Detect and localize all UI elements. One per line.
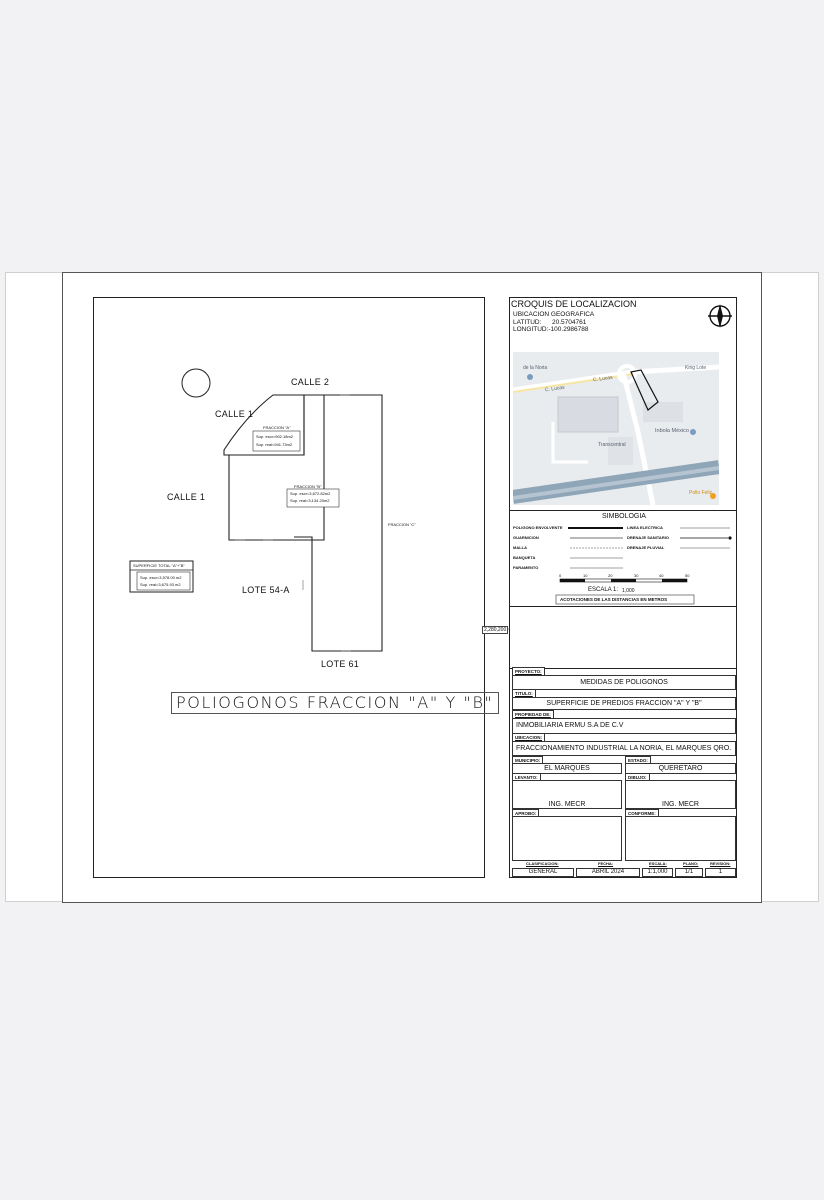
conforme-box xyxy=(625,816,736,861)
street-label-calle-1-left: CALLE 1 xyxy=(167,492,206,502)
plano-box xyxy=(675,868,703,877)
levanto-label: LEVANTO: xyxy=(512,773,541,782)
titulo-label: TITULO: xyxy=(512,689,536,698)
symbol-left-2: GUARNICION xyxy=(513,535,539,540)
clasificacion-box xyxy=(512,868,574,877)
scale-tick-30: 30 xyxy=(634,573,639,578)
fraccion-b-title: FRACCION "B" xyxy=(294,484,322,489)
fraccion-b-sup-real: Sup. real=3,134.20m2 xyxy=(290,498,330,503)
symbol-left-3: MALLA xyxy=(513,545,527,550)
aprobo-box xyxy=(512,816,622,861)
escala-label: ESCALA 1: xyxy=(588,587,619,593)
symbol-right-2: DRENAJE SANITARIO xyxy=(627,535,669,540)
total-area-sup-real: Sup. real=3,675.93 m2 xyxy=(140,582,181,587)
latitud-label: LATITUD: xyxy=(513,319,542,326)
propiedad-label: PROPIEDAD DE: xyxy=(512,710,554,719)
propiedad-box xyxy=(512,718,736,734)
municipio-label: MUNICIPIO: xyxy=(512,756,543,765)
estado-value: QUERETARO xyxy=(658,765,703,772)
municipio-value: EL MARQUES xyxy=(544,765,590,772)
scale-tick-0: 0 xyxy=(559,573,562,578)
revision-label: REVISION: xyxy=(710,861,731,866)
symbol-right-3: DRENAJE PLUVIAL xyxy=(627,545,665,550)
titulo-value: SUPERFICIE DE PREDIOS FRACCION "A" Y "B" xyxy=(546,700,702,707)
scale-tick-10: 10 xyxy=(583,573,588,578)
fraccion-a-title: FRACCION "A" xyxy=(263,425,291,430)
ubicacion-box xyxy=(512,741,736,756)
escala-footer-box xyxy=(642,868,673,877)
aprobo-label: APROBO: xyxy=(512,809,539,818)
plano-value: 1/1 xyxy=(684,869,694,875)
fraccion-a-sup-real: Sup. real=941.73m2 xyxy=(256,442,293,447)
revision-value: 1 xyxy=(718,869,723,875)
street-label-calle-1-top: CALLE 1 xyxy=(215,409,254,419)
lot-label-61: LOTE 61 xyxy=(321,659,360,669)
scale-tick-40: 40 xyxy=(659,573,664,578)
fecha-value: ABRIL 2024 xyxy=(591,869,625,875)
proyecto-label: PROYECTO: xyxy=(512,667,545,676)
fecha-label: FECHA: xyxy=(598,861,614,866)
scale-tick-20: 20 xyxy=(608,573,613,578)
levanto-value: ING. MECR xyxy=(548,801,586,808)
fraccion-c-label: FRACCION "C" xyxy=(388,522,416,527)
proyecto-value: MEDIDAS DE POLIGONOS xyxy=(580,679,668,686)
propiedad-value: INMOBILIARIA ERMU S.A DE C.V xyxy=(516,722,624,729)
fraccion-b-sup-escr: Sup. escr=3,672.82m2 xyxy=(290,491,331,496)
symbology-lines xyxy=(510,298,738,618)
total-area-sup-escr: Sup. escr=3,578.00 m2 xyxy=(140,575,182,580)
total-area-title: SUPERFICIE TOTAL "A"+"B" xyxy=(133,563,185,568)
symbol-left-4: BANQUETA xyxy=(513,555,536,560)
plano-label: PLANO: xyxy=(683,861,699,866)
north-circle-icon xyxy=(182,369,210,397)
titulo-box xyxy=(512,697,736,710)
proyecto-box xyxy=(512,675,736,690)
fecha-box xyxy=(576,868,640,877)
fraccion-c-polygon xyxy=(294,395,382,651)
clasificacion-value: GENERAL xyxy=(528,869,558,875)
croquis-title: CROQUIS DE LOCALIZACION xyxy=(511,299,637,309)
dibujo-box xyxy=(625,780,736,809)
dibujo-label: DIBUJO: xyxy=(625,773,650,782)
title-block xyxy=(509,297,737,878)
simbologia-title: SIMBOLOGIA xyxy=(602,513,646,520)
plan-main-title: POLIOGONOS FRACCION "A" Y "B" xyxy=(171,692,499,714)
symbol-left-1: POLIGONO ENVOLVENTE xyxy=(513,525,563,530)
escala-footer-label: ESCALA: xyxy=(649,861,667,866)
escala-footer-value: 1:1,000 xyxy=(647,869,668,875)
street-label-calle-2: CALLE 2 xyxy=(291,377,330,387)
location-map: de la Noria C. Lucas C. Lucas King Lote Inbola México Transcentral Pollo Feliz xyxy=(513,352,719,505)
clasificacion-label: CLASIFICACION: xyxy=(526,861,559,866)
conforme-label: CONFORME: xyxy=(625,809,659,818)
lot-label-54a: LOTE 54-A xyxy=(242,585,290,595)
revision-box xyxy=(705,868,736,877)
coordinate-label: 2,280,200 xyxy=(484,627,507,633)
acotaciones-note: ACOTACIONES DE LAS DISTANCIAS EN METROS xyxy=(560,597,668,602)
estado-label: ESTADO: xyxy=(625,756,651,765)
scale-tick-50: 50 xyxy=(685,573,690,578)
escala-value: 1,000 xyxy=(622,588,635,594)
fraccion-a-sup-escr: Sup. escr=902.18m2 xyxy=(256,434,294,439)
symbol-right-1: LINEA ELECTRICA xyxy=(627,525,663,530)
symbol-left-5: PARAMENTO xyxy=(513,565,539,570)
ubicacion-value: FRACCIONAMIENTO INDUSTRIAL LA NORIA, EL MARQUES QRO. xyxy=(516,745,732,752)
longitud-value: LONGITUD:-100.2986788 xyxy=(513,326,589,333)
dibujo-value: ING. MECR xyxy=(662,801,699,808)
latitud-value: 20.5704761 xyxy=(552,319,587,326)
ubicacion-label: UBICACION: xyxy=(512,733,545,742)
ubicacion-geografica: UBICACION GEOGRAFICA xyxy=(513,311,595,318)
levanto-box xyxy=(512,780,622,809)
